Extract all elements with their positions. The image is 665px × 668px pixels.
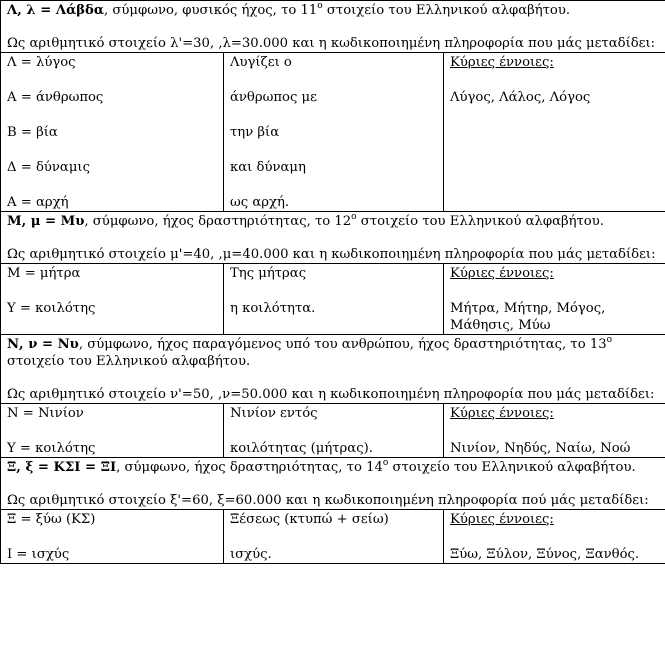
section-content-row (1, 404, 665, 458)
letter-description (7, 336, 660, 370)
numeric-value-text: Ως αριθμητικό στοιχείο ν'=50, ,ν=50.000 και η κωδικοποιημένη πληροφορία που μάς μεταδίδει: (7, 387, 655, 402)
concepts-cell (444, 510, 665, 564)
meaning-line: ισχύς. (230, 547, 272, 562)
meaning-cell (224, 404, 444, 458)
meaning-line: η κοιλότητα. (230, 301, 316, 316)
description-text-end: στοιχείο του Ελληνικού αλφαβήτου. (322, 3, 571, 18)
section-header-row (1, 458, 665, 510)
concepts-list: Λύγος, Λάλος, Λόγος (450, 90, 591, 105)
concepts-cell (444, 264, 665, 335)
meaning-line: και δύναμη (230, 160, 306, 175)
section-header (1, 335, 665, 404)
line-spacer (7, 282, 218, 300)
section-header-row (1, 335, 665, 404)
breakdown-line: Υ = κοιλότης (7, 301, 96, 316)
meaning-cell (224, 53, 444, 212)
section-header (1, 458, 665, 510)
description-text-end: στοιχείο του Ελληνικού αλφαβήτου. (356, 214, 604, 229)
letter-name: Ξ, ξ = ΚΣΙ = ΞΙ (7, 460, 117, 475)
meaning-line: την βία (230, 125, 280, 140)
line-spacer (450, 282, 660, 300)
section-content-row (1, 510, 665, 564)
meaning-line: κοιλότητας (μήτρας). (230, 441, 373, 456)
concepts-label: Κύριες έννοιες: (450, 512, 554, 527)
ordinal-superscript: ο (317, 0, 323, 11)
letter-breakdown-cell (1, 404, 224, 458)
concepts-list: Νινίον, Νηδύς, Ναίω, Νοώ (450, 441, 631, 456)
description-text: , σύμφωνο, φυσικός ήχος, το 11 (103, 3, 318, 18)
meaning-line: Λυγίζει ο (230, 55, 292, 70)
letter-description (7, 213, 660, 230)
line-spacer (230, 422, 438, 440)
line-spacer (450, 71, 660, 89)
breakdown-line: Α = άνθρωπος (7, 90, 104, 105)
line-spacer (7, 528, 218, 546)
line-spacer (7, 141, 218, 159)
line-spacer (450, 422, 660, 440)
breakdown-line: Ι = ισχύς (7, 547, 70, 562)
letter-name: Ν, ν = Νυ (7, 337, 79, 352)
letter-breakdown-cell (1, 264, 224, 335)
letter-name: Μ, μ = Μυ (7, 214, 85, 229)
line-spacer (7, 71, 218, 89)
letter-breakdown-cell (1, 53, 224, 212)
concepts-label: Κύριες έννοιες: (450, 55, 554, 70)
concepts-label: Κύριες έννοιες: (450, 406, 554, 421)
description-text: , σύμφωνο, ήχος δραστηριότητας, το 12 (84, 214, 352, 229)
breakdown-line: Λ = λύγος (7, 55, 76, 70)
ordinal-superscript: ο (382, 457, 389, 468)
meaning-line: Ξέσεως (κτυπώ + σείω) (230, 512, 389, 527)
numeric-value-text: Ως αριθμητικό στοιχείο μ'=40, ,μ=40.000 και η κωδικοποιημένη πληροφορία που μάς μεταδίδει: (7, 247, 656, 262)
section-content-row (1, 53, 665, 212)
letter-description (7, 2, 660, 19)
meaning-cell (224, 510, 444, 564)
letter-description (7, 459, 660, 476)
section-header (1, 212, 665, 264)
section-header (1, 1, 665, 53)
concepts-cell (444, 53, 665, 212)
meaning-line: Νινίον εντός (230, 406, 318, 421)
description-text: , σύμφωνο, ήχος παραγόμενος υπό του ανθρώπου, ήχος δραστηριότητας, το 13 (78, 337, 607, 352)
line-spacer (7, 422, 218, 440)
breakdown-line: Ν = Νινίον (7, 406, 84, 421)
line-spacer (450, 528, 660, 546)
line-spacer (7, 176, 218, 194)
breakdown-line: Β = βία (7, 125, 58, 140)
numeric-value-text: Ως αριθμητικό στοιχείο ξ'=60, ξ=60.000 και η κωδικοποιημένη πληροφορία πού μάς μεταδίδει: (7, 493, 649, 508)
section-content-row (1, 264, 665, 335)
numeric-value-text: Ως αριθμητικό στοιχείο λ'=30, ,λ=30.000 και η κωδικοποιημένη πληροφορία που μάς μεταδίδει: (7, 36, 656, 51)
breakdown-line: Ξ = ξύω (ΚΣ) (7, 512, 96, 527)
letter-name: Λ, λ = Λάβδα (7, 3, 104, 18)
breakdown-line: Δ = δύναμις (7, 160, 90, 175)
section-header-row (1, 1, 665, 53)
breakdown-line: Α = αρχή (7, 195, 69, 210)
concepts-list: Ξύω, Ξύλον, Ξύνος, Ξανθός. (450, 547, 640, 562)
line-spacer (230, 282, 438, 300)
ordinal-superscript: ο (351, 211, 357, 222)
ordinal-superscript: ο (606, 334, 613, 345)
meaning-line: ως αρχή. (230, 195, 290, 210)
breakdown-line: Μ = μήτρα (7, 266, 81, 281)
breakdown-line: Υ = κοιλότης (7, 441, 96, 456)
meaning-line: Της μήτρας (230, 266, 307, 281)
line-spacer (230, 106, 438, 124)
description-text: , σύμφωνο, ήχος δραστηριότητας, το 14 (116, 460, 383, 475)
line-spacer (230, 71, 438, 89)
line-spacer (230, 528, 438, 546)
line-spacer (230, 176, 438, 194)
concepts-cell (444, 404, 665, 458)
description-text-end: στοιχείο του Ελληνικού αλφαβήτου. (388, 460, 636, 475)
line-spacer (230, 141, 438, 159)
meaning-line: άνθρωπος με (230, 90, 317, 105)
section-header-row (1, 212, 665, 264)
concepts-label: Κύριες έννοιες: (450, 266, 554, 281)
description-text-end: στοιχείο του Ελληνικού αλφαβήτου. (7, 354, 251, 369)
line-spacer (7, 106, 218, 124)
concepts-list: Μήτρα, Μήτηρ, Μόγος, Μάθησις, Μύω (450, 301, 606, 333)
letter-breakdown-cell (1, 510, 224, 564)
meaning-cell (224, 264, 444, 335)
